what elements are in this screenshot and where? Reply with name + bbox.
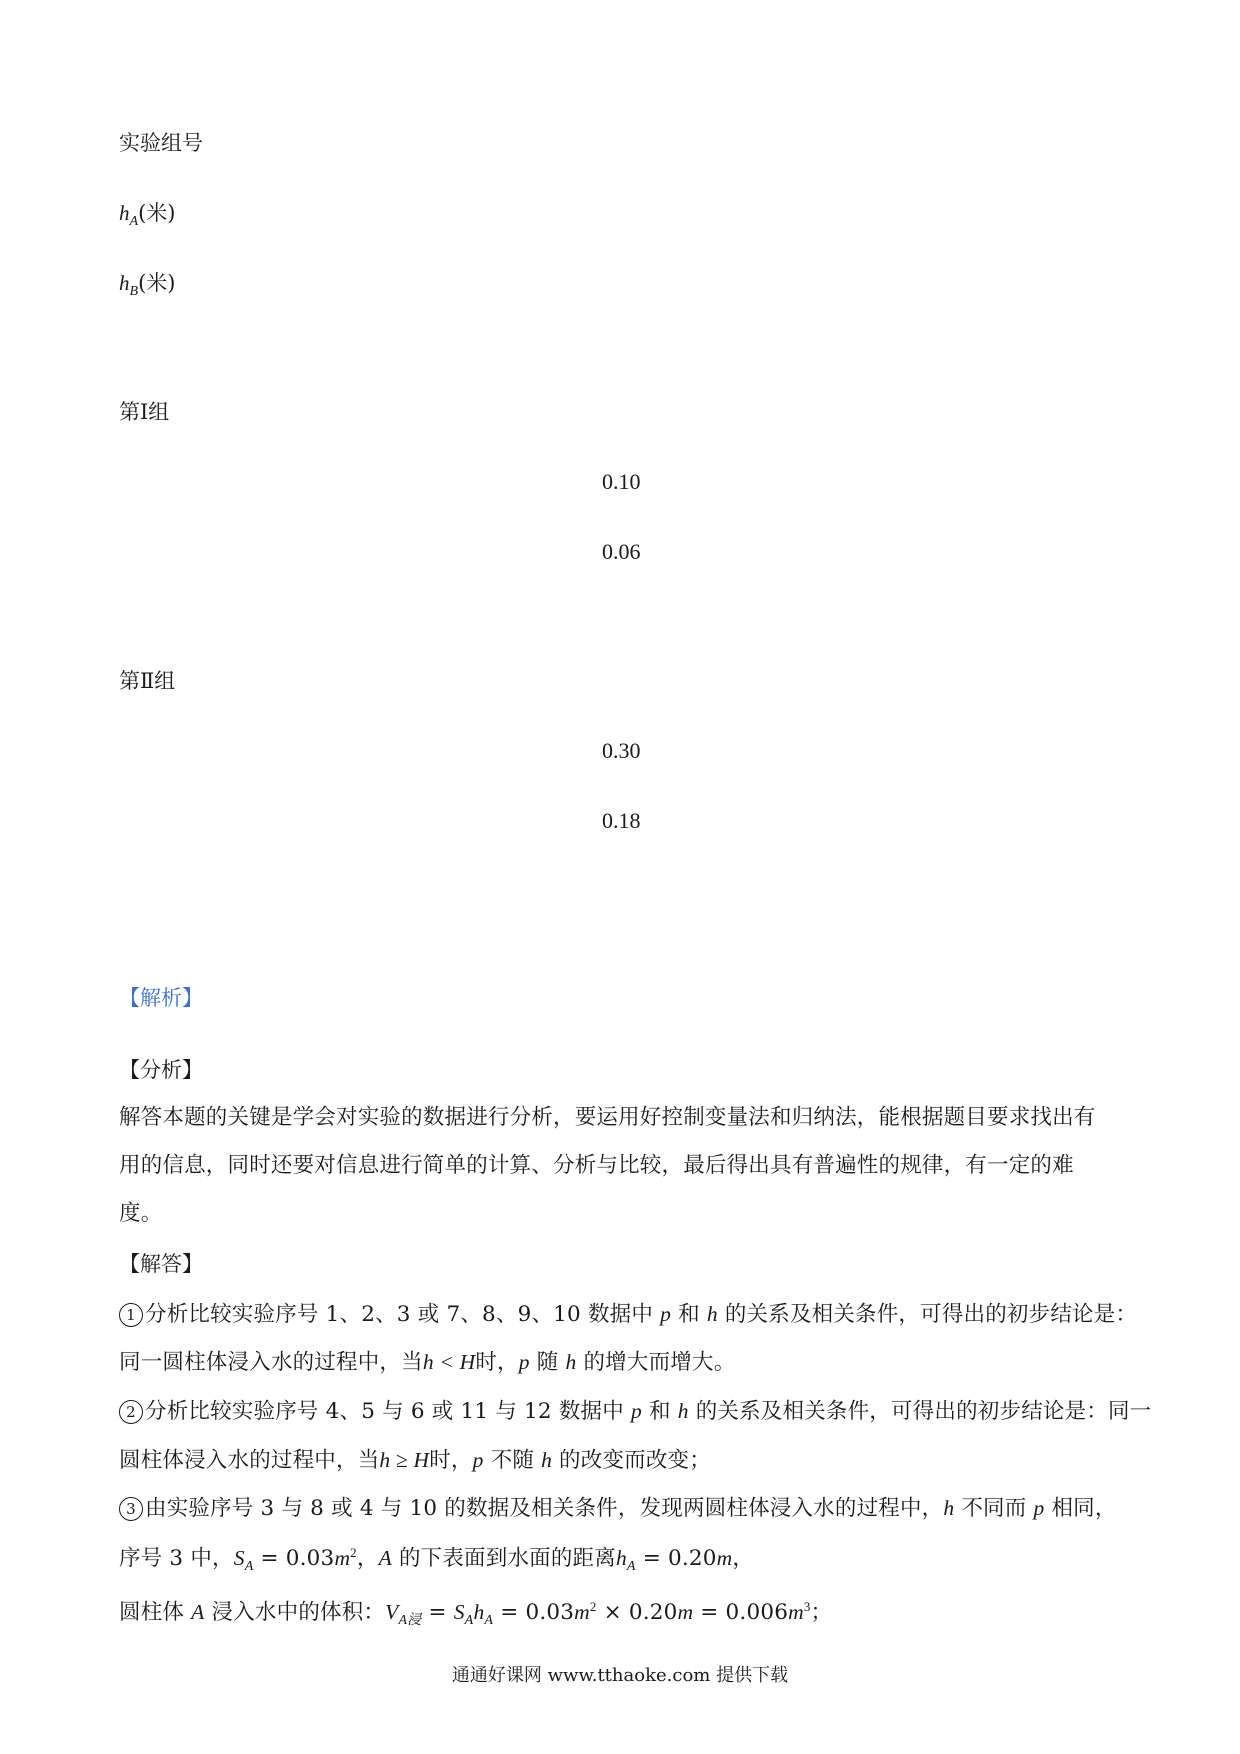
- superscript-2: 2: [589, 1599, 597, 1614]
- subscript-A: A: [626, 1559, 636, 1574]
- heading-jieda: 【解答】: [119, 1252, 203, 1276]
- fenxi-line-1: 解答本题的关键是学会对实验的数据进行分析，要运用好控制变量法和归纳法，能根据题目要求找出有: [119, 1105, 1096, 1130]
- var-h: h: [943, 1496, 955, 1520]
- answer-1-line2-c: 随: [529, 1350, 566, 1375]
- hB-symbol: h: [119, 271, 130, 295]
- var-p: p: [518, 1350, 530, 1374]
- var-h: h: [541, 1448, 553, 1472]
- answer-3-text-b: 不同而: [954, 1496, 1034, 1521]
- answer-2-line-2: [119, 1446, 711, 1475]
- row-label-hB: [119, 269, 175, 301]
- superscript-3: 3: [803, 1599, 811, 1614]
- hA-symbol: h: [119, 201, 130, 225]
- answer-3-line2-eq: = 0.03: [253, 1546, 335, 1571]
- unit-m: m: [334, 1546, 351, 1570]
- group1-hB-value: 0.06: [602, 539, 641, 564]
- answer-1-line2-b: 时，: [475, 1350, 519, 1375]
- fenxi-line-3: 度。: [119, 1201, 163, 1226]
- condition-h-lt-H: h < H: [422, 1350, 476, 1374]
- circled-number-1: 1: [119, 1303, 143, 1327]
- answer-3-line3-b: 浸入水中的体积：: [204, 1600, 386, 1625]
- circled-number-3: 3: [119, 1497, 143, 1521]
- answer-3-line3-eq2: = 0.03: [493, 1600, 575, 1625]
- var-V: V: [385, 1600, 399, 1624]
- answer-3-line-2: [119, 1544, 754, 1576]
- page-footer: 通通好课网 www.tthaoke.com 提供下载: [451, 1665, 789, 1686]
- answer-3-line2-b: ，: [356, 1546, 379, 1571]
- answer-2-line2-b: 时，: [429, 1448, 473, 1473]
- answer-1-line-2: [119, 1348, 735, 1377]
- answer-1-line-1: [119, 1300, 1137, 1329]
- var-h: h: [677, 1399, 689, 1423]
- answer-3-line-3: [119, 1598, 832, 1630]
- answer-1-line2-d: 的增大而增大。: [576, 1350, 736, 1375]
- var-A: A: [378, 1546, 392, 1570]
- answer-3-text-a: 由实验序号 3 与 8 或 4 与 10 的数据及相关条件，发现两圆柱体浸入水的过程中，: [145, 1496, 944, 1521]
- table-header-label: 实验组号: [119, 131, 203, 155]
- answer-3-line2-a: 序号 3 中，: [119, 1546, 234, 1571]
- var-h: h: [473, 1600, 485, 1624]
- group1-hA-value: 0.10: [602, 469, 641, 494]
- unit-m: m: [677, 1600, 694, 1624]
- var-h: h: [565, 1350, 577, 1374]
- hA-subscript: A: [129, 214, 139, 229]
- subscript-A: A: [484, 1613, 494, 1628]
- heading-jiexi: 【解析】: [119, 986, 203, 1010]
- var-p: p: [660, 1302, 672, 1326]
- group2-hB-value: 0.18: [602, 808, 641, 833]
- answer-3-text-c: 相同，: [1044, 1496, 1117, 1521]
- circled-number-2: 2: [119, 1400, 143, 1424]
- var-p: p: [472, 1448, 484, 1472]
- var-p: p: [630, 1399, 642, 1423]
- equals: =: [421, 1600, 454, 1625]
- answer-1-text-b: 和: [671, 1302, 707, 1327]
- condition-h-ge-H: h ≥ H: [379, 1448, 430, 1472]
- answer-2-text-a: 分析比较实验序号 4、5 与 6 或 11 与 12 数据中: [145, 1399, 631, 1424]
- answer-3-line3-times: × 0.20: [596, 1600, 678, 1625]
- row-label-hA: [119, 199, 175, 231]
- answer-2-line-1: [119, 1397, 1151, 1426]
- answer-3-line2-d: = 0.20: [635, 1546, 717, 1571]
- unit-m: m: [574, 1600, 590, 1624]
- answer-2-line2-a: 圆柱体浸入水的过程中，当: [119, 1448, 380, 1473]
- answer-1-text-c: 的关系及相关条件，可得出的初步结论是：: [717, 1302, 1138, 1327]
- answer-2-line2-d: 的改变而改变；: [552, 1448, 711, 1473]
- group2-label: 第Ⅱ组: [119, 669, 176, 693]
- answer-3-line3-end: ；: [810, 1600, 833, 1625]
- hB-unit: (米): [138, 271, 176, 295]
- var-h: h: [615, 1546, 627, 1570]
- fenxi-line-2: 用的信息，同时还要对信息进行简单的计算、分析与比较，最后得出具有普遍性的规律，有一定的难: [119, 1153, 1074, 1178]
- hB-subscript: B: [129, 284, 139, 299]
- answer-2-line2-c: 不随: [483, 1448, 542, 1473]
- hA-unit: (米): [138, 201, 176, 225]
- answer-3-line-1: [119, 1494, 1117, 1523]
- answer-2-text-c: 的关系及相关条件，可得出的初步结论是：同一: [688, 1399, 1152, 1424]
- var-p: p: [1033, 1496, 1045, 1520]
- subscript-A-jin: A浸: [398, 1613, 422, 1628]
- var-A: A: [191, 1600, 205, 1624]
- unit-m: m: [788, 1600, 804, 1624]
- answer-1-text-a: 分析比较实验序号 1、2、3 或 7、8、9、10 数据中: [145, 1302, 661, 1327]
- superscript-2: 2: [350, 1545, 357, 1560]
- group2-hA-value: 0.30: [602, 738, 641, 763]
- answer-3-line3-a: 圆柱体: [119, 1600, 192, 1625]
- answer-3-line2-c: 的下表面到水面的距离: [391, 1546, 616, 1571]
- var-S: S: [453, 1600, 465, 1624]
- answer-1-line2-a: 同一圆柱体浸入水的过程中，当: [119, 1350, 423, 1375]
- unit-m: m: [716, 1546, 733, 1570]
- subscript-A: A: [244, 1559, 254, 1574]
- answer-2-text-b: 和: [641, 1399, 678, 1424]
- answer-3-line3-eq3: = 0.006: [693, 1600, 789, 1625]
- answer-3-line2-e: ，: [732, 1546, 755, 1571]
- var-h: h: [706, 1302, 718, 1326]
- heading-fenxi: 【分析】: [119, 1058, 203, 1082]
- group1-label: 第Ⅰ组: [119, 400, 170, 424]
- var-S: S: [233, 1546, 245, 1570]
- subscript-A: A: [464, 1613, 474, 1628]
